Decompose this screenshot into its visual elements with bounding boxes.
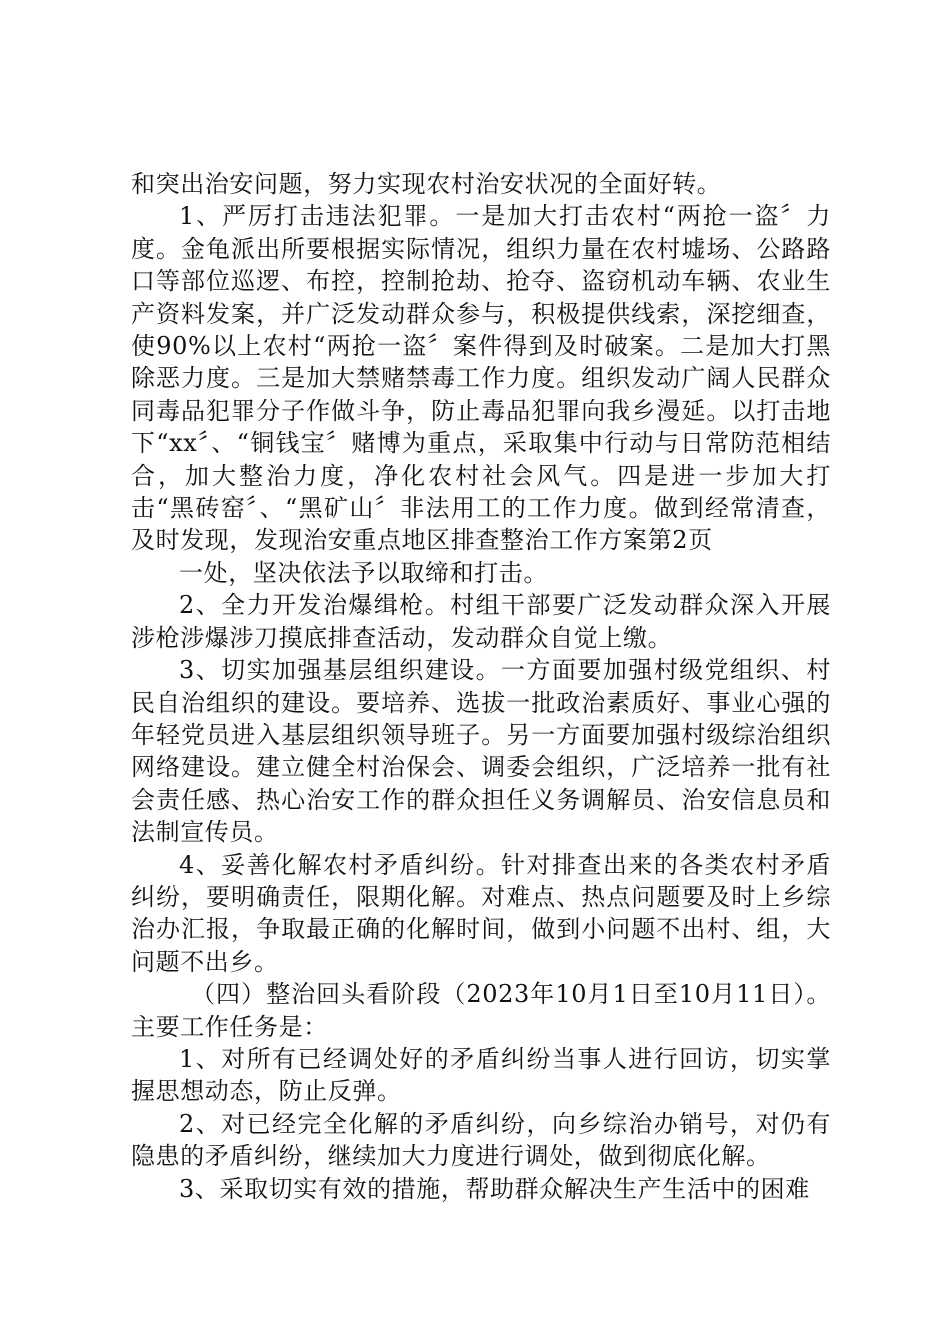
paragraph-10: 3、采取切实有效的措施，帮助群众解决生产生活中的困难 — [179, 1174, 810, 1203]
paragraph-9: 2、对已经完全化解的矛盾纠纷，向乡综治办销号，对仍有隐患的矛盾纠纷，继续加大力度进行调处，做到彻底化解。 — [131, 1109, 831, 1171]
paragraph-3: 一处，坚决依法予以取缔和打击。 — [179, 558, 548, 587]
paragraph-1: 和突出治安问题，努力实现农村治安状况的全面好转。 — [131, 170, 722, 198]
paragraph-8: 1、对所有已经调处好的矛盾纠纷当事人进行回访，切实掌握思想动态，防止反弹。 — [131, 1044, 831, 1106]
paragraph-7: （四）整治回头看阶段（2023年10月1日至10月11日）。主要工作任务是： — [131, 980, 831, 1041]
paragraph-4: 2、全力开发治爆缉枪。村组干部要广泛发动群众深入开展涉枪涉爆涉刀摸底排查活动，发动群众自觉上缴。 — [131, 591, 831, 652]
document-body — [131, 168, 831, 1205]
paragraph-6: 4、妥善化解农村矛盾纠纷。针对排查出来的各类农村矛盾纠纷，要明确责任，限期化解。对难点、热点问题要及时上乡综治办汇报，争取最正确的化解时间，做到小问题不出村、组，大问题不出乡。 — [131, 850, 831, 976]
paragraph-2: 1、严厉打击违法犯罪。一是加大打击农村“两抢一盗〞力度。金龟派出所要根据实际情况，组织力量在农村墟场、公路路口等部位巡逻、布控，控制抢劫、抢夺、盗窃机动车辆、农业生产资料发案，并广泛发动群众参与，积极提供线索，深挖细查，使90%以上农村“两抢一盗〞案件得到及时破案。二是加大打黑除恶力度。三是加大禁赌禁毒工作力度。组织发动广阔人民群众同毒品犯罪分子作做斗争，防止毒品犯罪向我乡漫延。以打击地下“xx〞、“铜钱宝〞赌博为重点，采取集中行动与日常防范相结合，加大整治力度，净化农村社会风气。四是进一步加大打击“黑砖窑〞、“黑矿山〞非法用工的工作力度。做到经常清查，及时发现，发现治安重点地区排查整治工作方案第2页 — [131, 202, 831, 555]
paragraph-5: 3、切实加强基层组织建设。一方面要加强村级党组织、村民自治组织的建设。要培养、选拔一批政治素质好、事业心强的年轻党员进入基层组织领导班子。另一方面要加强村级综治组织网络建设。建立健全村治保会、调委会组织，广泛培养一批有社会责任感、热心治安工作的群众担任义务调解员、治安信息员和法制宣传员。 — [131, 656, 831, 847]
